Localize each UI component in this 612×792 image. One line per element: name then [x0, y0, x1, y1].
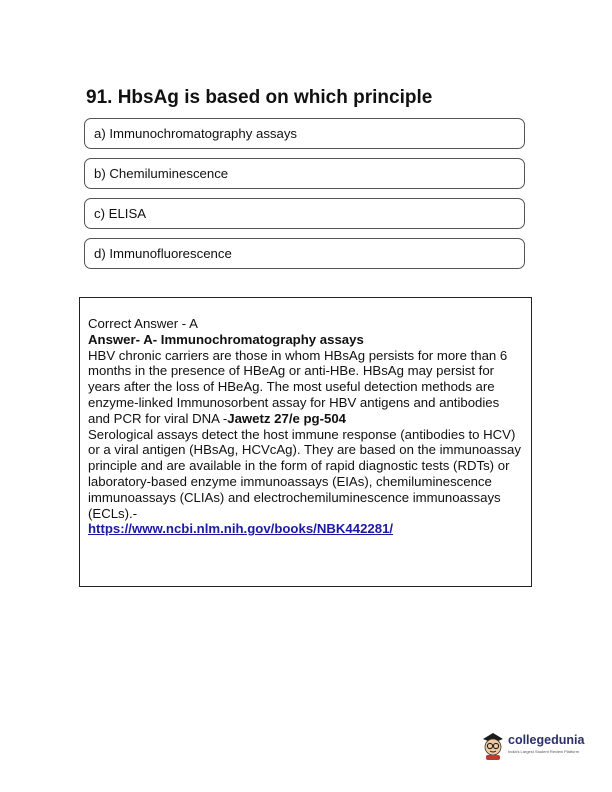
question-title: 91. HbsAg is based on which principle: [86, 87, 433, 108]
logo-name: collegedunia: [508, 733, 585, 747]
option-b[interactable]: b) Chemiluminescence: [84, 158, 525, 189]
explanation-text-2: Serological assays detect the host immune response (antibodies to HCV) or a viral antigen (HBsAg, HCVcAg). They are based on the immunoassay principle and are available in the form of rapid diagnostic tests (RDTs) or laboratory-based enzyme immunoassays (EIAs), chemiluminescence immunoassays (CLIAs) and electrochemiluminescence immunoassays (ECLs).-: [88, 426, 521, 521]
mascot-icon: [480, 730, 506, 760]
option-c[interactable]: c) ELISA: [84, 198, 525, 229]
explanation-paragraph-2: [88, 427, 523, 538]
reference-link[interactable]: https://www.ncbi.nlm.nih.gov/books/NBK442281/: [88, 521, 394, 537]
option-d[interactable]: d) Immunofluorescence: [84, 238, 525, 269]
explanation-text-1: HBV chronic carriers are those in whom HBsAg persists for more than 6 months in the presence of HBeAg or anti-HBe. HBsAg may persist for years after the loss of HBeAg. The most useful detection methods are enzyme-linked Immunosorbent assay for HBV antigens and antibodies and PCR for viral DNA -: [88, 347, 508, 426]
correct-answer-label: Correct Answer - A: [88, 316, 198, 331]
option-a[interactable]: a) Immunochromatography assays: [84, 118, 525, 149]
answer-explanation-box: [79, 297, 532, 587]
collegedunia-logo: [480, 730, 585, 762]
reference-citation: Jawetz 27/e pg-504: [227, 410, 346, 426]
logo-tagline: India's Largest Student Review Platform: [508, 749, 580, 754]
explanation-paragraph-1: [88, 348, 523, 427]
answer-heading: Answer- A- Immunochromatography assays: [88, 331, 364, 347]
